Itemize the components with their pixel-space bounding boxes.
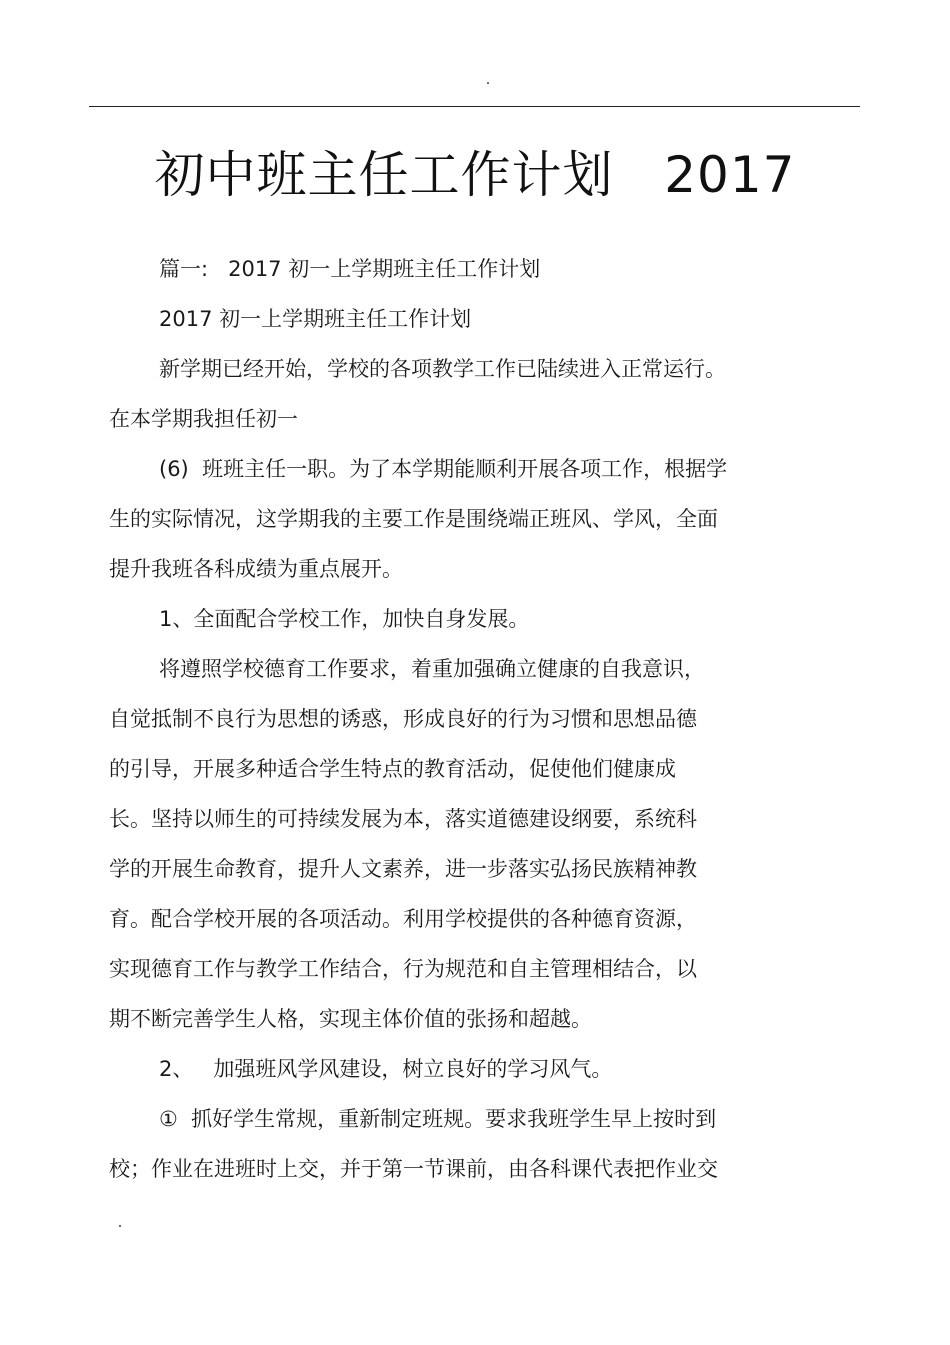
line-13: 学的开展生命教育，提升人文素养，进一步落实弘扬民族精神教 — [109, 857, 697, 881]
line-6: 生的实际情况，这学期我的主要工作是围绕端正班风、学风，全面 — [109, 507, 718, 531]
line-3: 新学期已经开始，学校的各项教学工作已陆续进入正常运行。 — [159, 357, 726, 381]
line-15: 实现德育工作与教学工作结合，行为规范和自主管理相结合，以 — [109, 957, 697, 981]
line-4: 在本学期我担任初一 — [109, 407, 298, 431]
line-16: 期不断完善学生人格，实现主体价值的张扬和超越。 — [109, 1007, 592, 1031]
line-7: 提升我班各科成绩为重点展开。 — [109, 557, 403, 581]
line-1: 篇一: 2017 初一上学期班主任工作计划 — [159, 257, 541, 281]
line-8: 1、全面配合学校工作，加快自身发展。 — [159, 607, 530, 631]
line-10: 自觉抵制不良行为思想的诱惑，形成良好的行为习惯和思想品德 — [109, 707, 697, 731]
line-5: (6) 班班主任一职。为了本学期能顺利开展各项工作，根据学 — [159, 457, 728, 481]
line-14: 育。配合学校开展的各项活动。利用学校提供的各种德育资源， — [109, 907, 697, 931]
line-17: 2、 加强班风学风建设，树立良好的学习风气。 — [159, 1057, 613, 1081]
line-2: 2017 初一上学期班主任工作计划 — [159, 307, 472, 331]
page-marker-dot — [487, 82, 489, 84]
line-9: 将遵照学校德育工作要求，着重加强确立健康的自我意识， — [159, 657, 705, 681]
line-12: 长。坚持以师生的可持续发展为本，落实道德建设纲要，系统科 — [109, 807, 697, 831]
line-18: ① 抓好学生常规，重新制定班规。要求我班学生早上按时到 — [159, 1107, 717, 1131]
line-11: 的引导，开展多种适合学生特点的教育活动，促使他们健康成 — [109, 757, 676, 781]
document-body — [109, 244, 809, 1194]
page-marker-dot-bottom — [119, 1225, 121, 1227]
document-title: 初中班主任工作计划 2017 — [154, 146, 796, 204]
header-rule — [89, 106, 860, 107]
line-19: 校；作业在进班时上交，并于第一节课前，由各科课代表把作业交 — [109, 1157, 718, 1181]
